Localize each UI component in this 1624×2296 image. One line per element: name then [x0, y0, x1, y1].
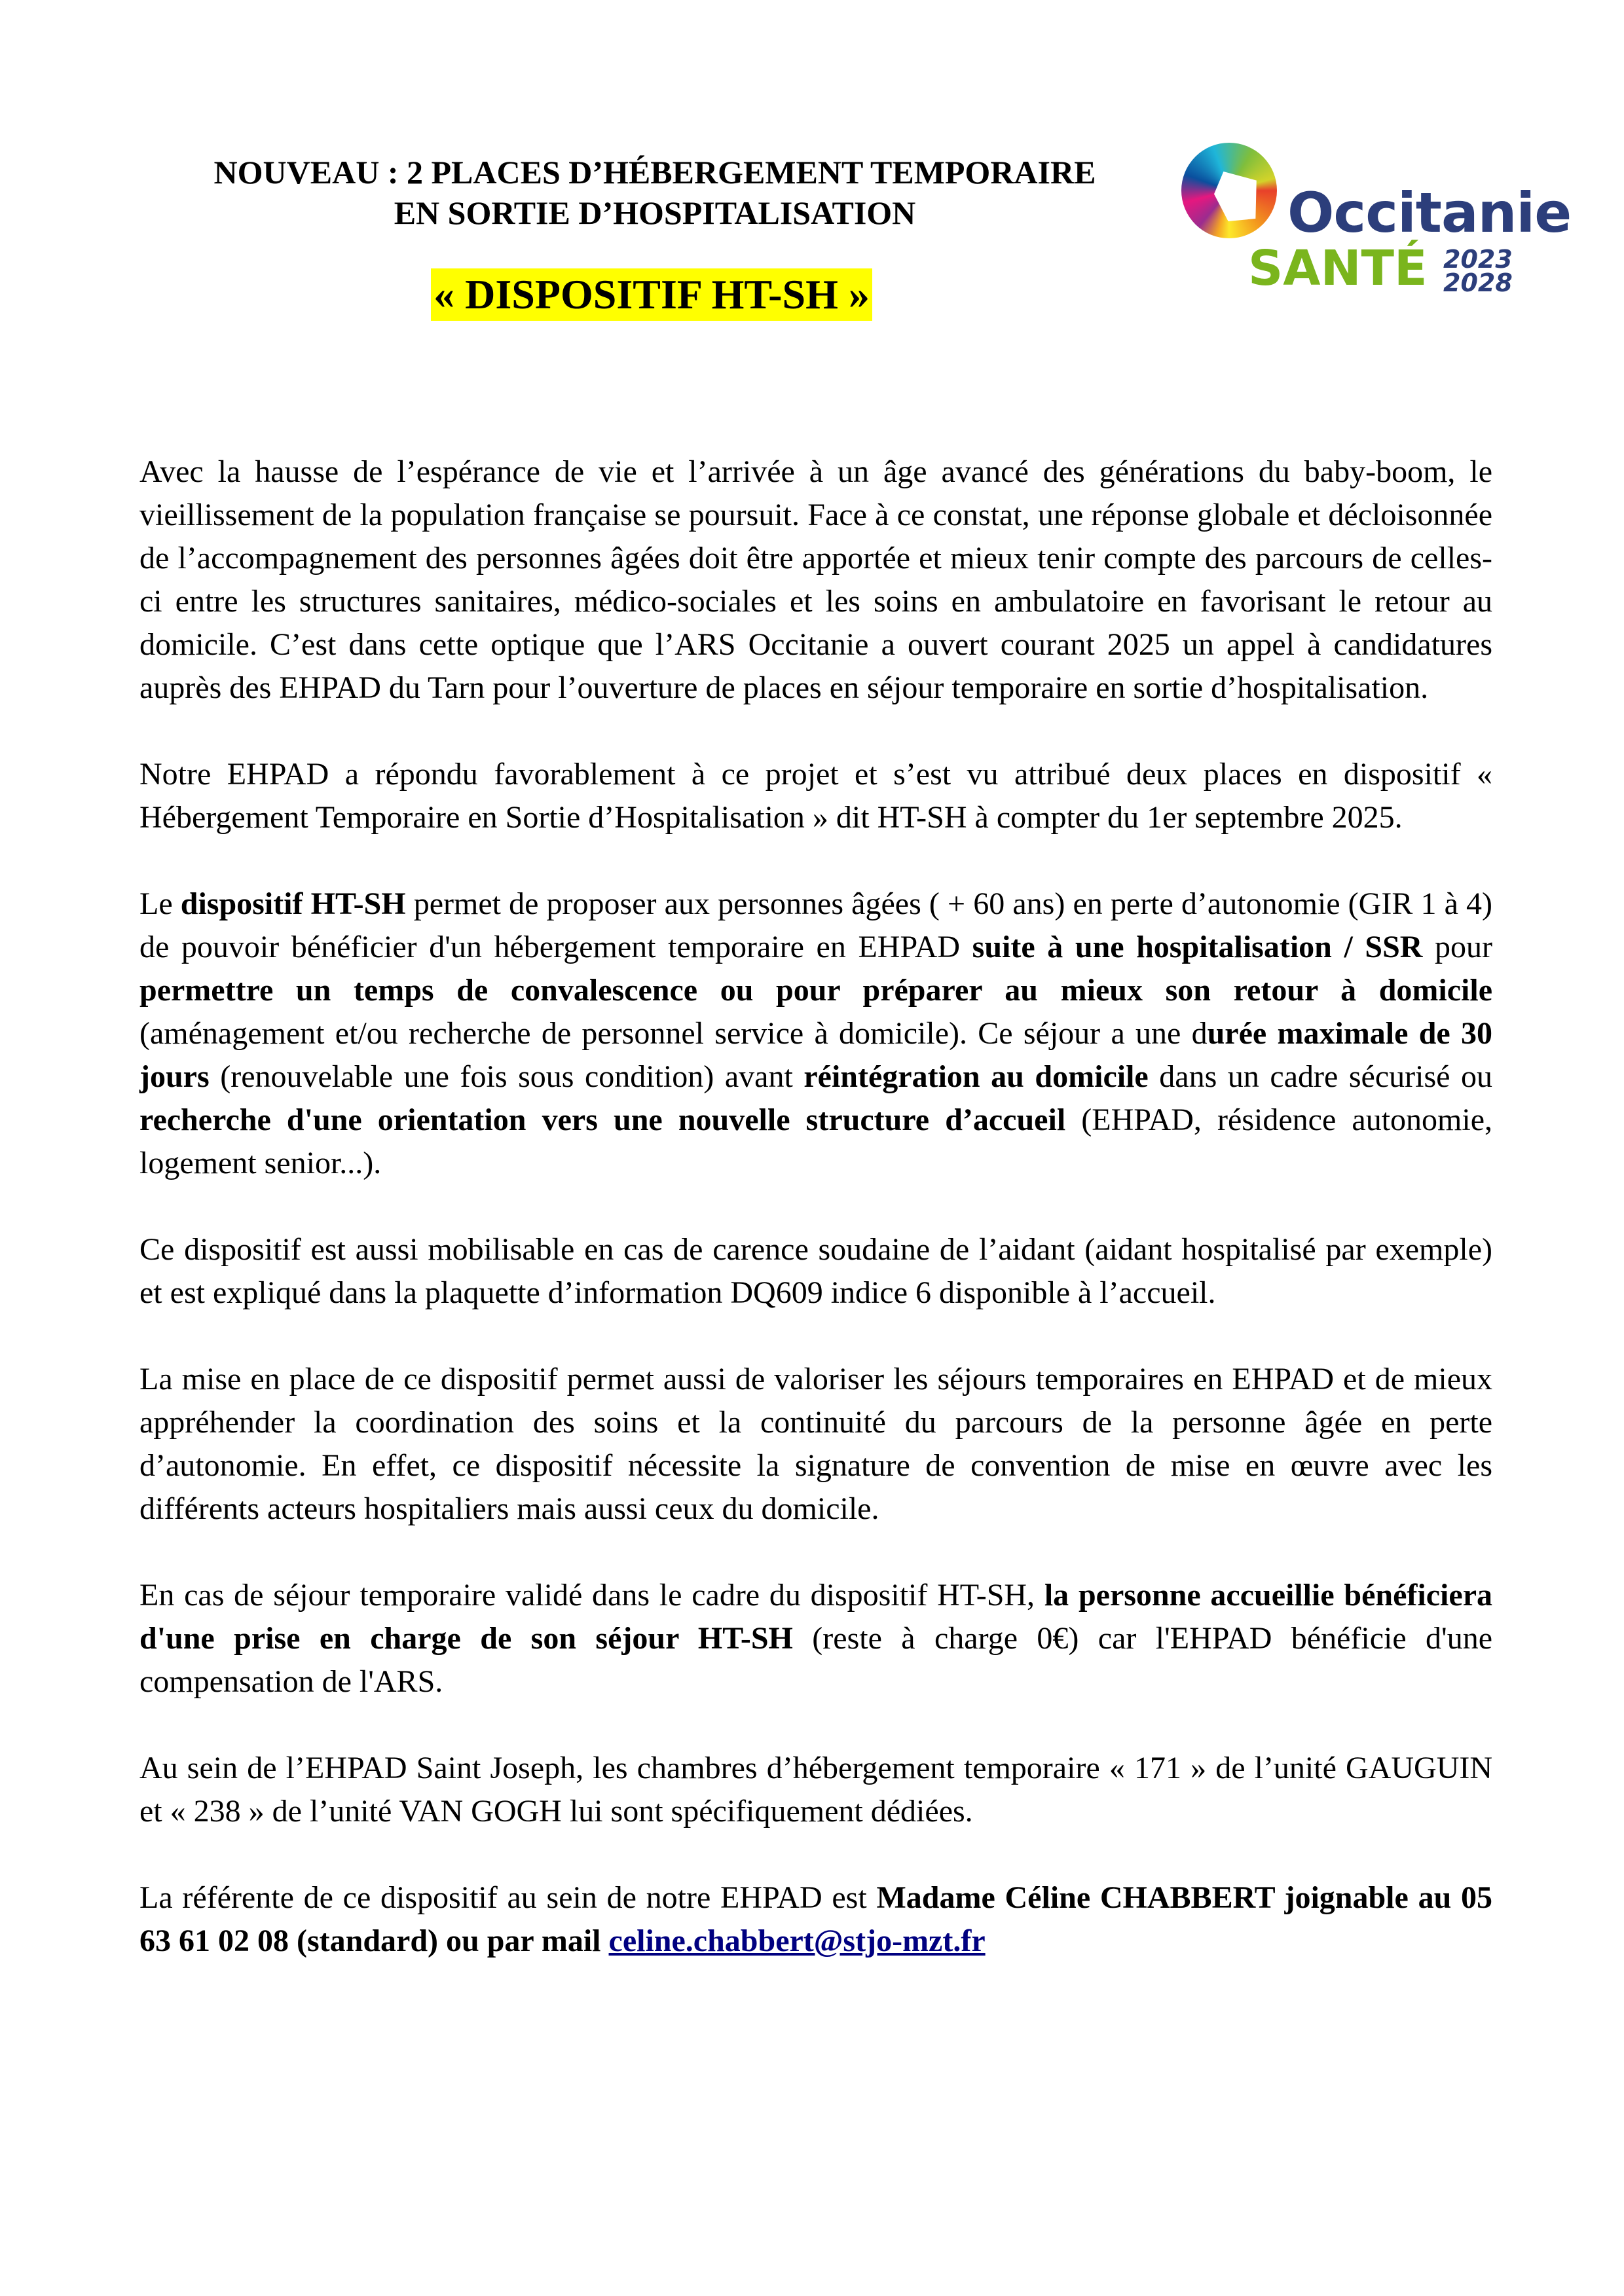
bold-segment: urée maximale de 30 jours [139, 1016, 1492, 1094]
puzzle-piece-cutout [1214, 169, 1261, 221]
text-segment: Ce dispositif est aussi mobilisable en cas de carence soudaine de l’aidant (aidant hospitalisé par exemple) et est expliqué dans la plaquette d’information DQ609 indice 6 disponible à l’accueil. [139, 1232, 1492, 1310]
logo-years [1425, 247, 1513, 295]
occitanie-puzzle-ring-icon [1181, 143, 1277, 238]
text-segment: Avec la hausse de l’espérance de vie et l’arrivée à un âge avancé des générations du baby-boom, le vieillissement de la population française se poursuit. Face à ce constat, une réponse globale et décloisonnée de l’accompagnement des personnes âgées doit être apportée et mieux tenir compte des parcours de celles-ci entre les structures sanitaires, médico-sociales et les soins en ambulatoire en favorisant le retour au domicile. C’est dans cette optique que l’ARS Occitanie a ouvert courant 2025 un appel à candidatures auprès des EHPAD du Tarn pour l’ouverture de places en séjour temporaire en sortie d’hospitalisation. [139, 454, 1492, 705]
paragraph-rooms [139, 1747, 1492, 1833]
text-segment: Le [139, 886, 181, 921]
paragraph-funding [139, 1574, 1492, 1704]
logo-year-end: 2028 [1443, 268, 1513, 297]
text-segment: La référente de ce dispositif au sein de notre EHPAD est [139, 1880, 877, 1915]
title-line-2: EN SORTIE D’HOSPITALISATION [394, 194, 916, 231]
document-body [139, 450, 1492, 2006]
text-segment: dans un cadre sécurisé ou [1148, 1059, 1493, 1094]
text-segment: (EHPAD, résidence autonomie, logement senior...). [139, 1102, 1492, 1180]
bold-segment: suite à une hospitalisation / SSR [972, 930, 1423, 964]
title-line-1: NOUVEAU : 2 PLACES D’HÉBERGEMENT TEMPORAIRE [213, 154, 1096, 191]
subtitle-container [0, 268, 1303, 321]
paragraph-coordination [139, 1358, 1492, 1531]
logo-word-occitanie: Occitanie [1287, 181, 1572, 245]
paragraph-allocation [139, 753, 1492, 839]
logo-year-start: 2023 [1443, 245, 1513, 274]
text-segment: (renouvelable une fois sous condition) avant [209, 1059, 804, 1094]
logo-word-sante: SANTÉ [1248, 240, 1428, 297]
text-segment: En cas de séjour temporaire validé dans le cadre du dispositif HT-SH, [139, 1578, 1044, 1613]
paragraph-context [139, 450, 1492, 710]
highlighted-subtitle: « DISPOSITIF HT-SH » [431, 268, 872, 321]
bold-segment: recherche d'une orientation vers une nouvelle structure d’accueil [139, 1102, 1066, 1137]
bold-segment: la personne accueillie bénéficiera d'une prise en charge de son séjour HT-SH [139, 1578, 1492, 1656]
text-segment: (reste à charge 0€) car l'EHPAD bénéficie d'une compensation de l'ARS. [139, 1621, 1493, 1699]
text-segment: permet de proposer aux personnes âgées ( + 60 ans) en perte d’autonomie (GIR 1 à 4) de pouvoir bénéficier d'un hébergement temporaire en EHPAD [139, 886, 1493, 964]
text-segment: La mise en place de ce dispositif permet aussi de valoriser les séjours temporaires en EHPAD et de mieux appréhender la coordination des soins et la continuité du parcours de la personne âgée en perte d’autonomie. En effet, ce dispositif nécessite la signature de convention de mise en œuvre avec les différents acteurs hospitaliers mais aussi ceux du domicile. [139, 1362, 1492, 1526]
text-segment: pour [1422, 930, 1493, 964]
text-segment: Notre EHPAD a répondu favorablement à ce projet et s’est vu attribué deux places en dispositif « Hébergement Temporaire en Sortie d’Hospitalisation » dit HT-SH à compter du 1er septembre 2025. [139, 757, 1492, 835]
contact-details: Madame Céline CHABBERT joignable au 05 63 61 02 08 (standard) ou par mail [139, 1880, 1493, 1958]
bold-segment: réintégration au domicile [803, 1059, 1149, 1094]
text-segment: Au sein de l’EHPAD Saint Joseph, les chambres d’hébergement temporaire « 171 » de l’unité GAUGUIN et « 238 » de l’unité VAN GOGH lui sont spécifiquement dédiées. [139, 1751, 1492, 1829]
email-link[interactable]: celine.chabbert@stjo-mzt.fr [608, 1923, 986, 1958]
document-title [151, 152, 1159, 233]
paragraph-caregiver [139, 1228, 1492, 1315]
occitanie-sante-logo [1176, 137, 1572, 297]
bold-segment: permettre un temps de convalescence ou pour préparer au mieux son retour à domicile [139, 973, 1492, 1008]
paragraph-contact [139, 1876, 1492, 1963]
bold-segment: dispositif HT-SH [180, 886, 406, 921]
text-segment: (aménagement et/ou recherche de personnel service à domicile). Ce séjour a une d [139, 1016, 1208, 1051]
paragraph-description [139, 883, 1492, 1185]
